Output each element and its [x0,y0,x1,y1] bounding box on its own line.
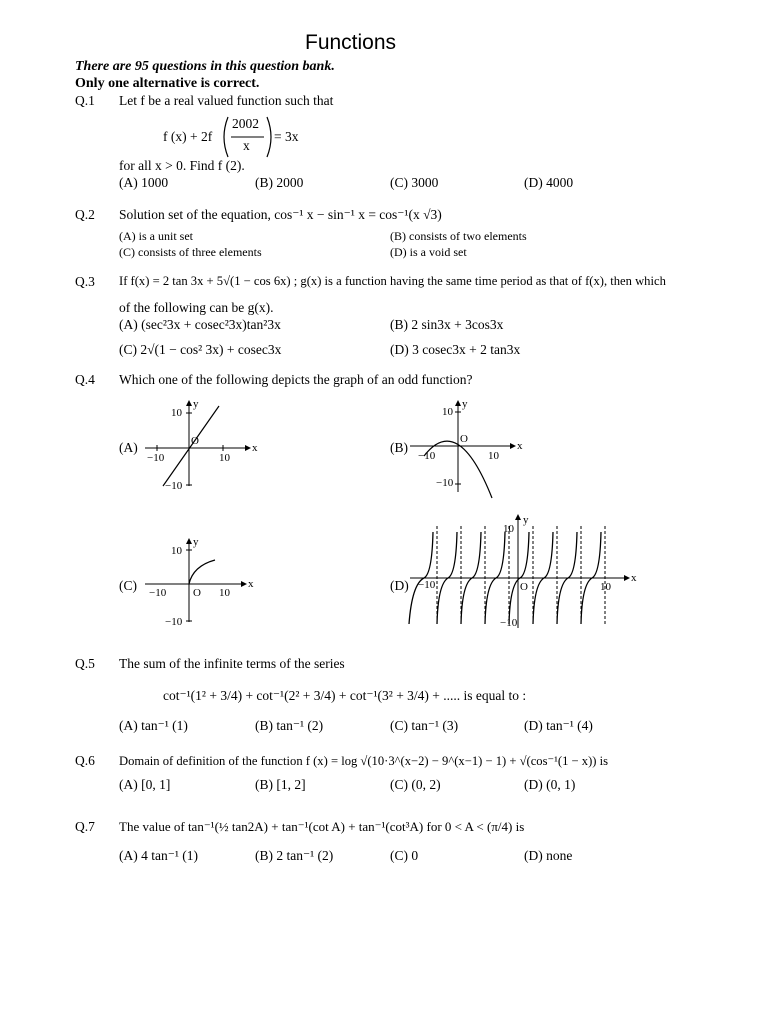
q1-option-b: (B) 2000 [255,175,304,190]
q1-text: Let f be a real valued function such that [119,93,334,108]
svg-text:x: x [252,442,258,454]
q6-text: Domain of definition of the function f (x) = log √(10·3^(x−2) − 9^(x−1) − 1) + √(cos⁻¹(1 − x)) is [119,754,609,768]
svg-text:y: y [462,398,468,410]
q1-text-2: for all x > 0. Find f (2). [119,158,245,173]
q6-option-b: (B) [1, 2] [255,777,306,792]
svg-text:O: O [520,581,528,593]
page-title: Functions [305,31,397,54]
q1-option-c: (C) 3000 [390,175,439,190]
svg-text:O: O [193,587,201,599]
q3-option-a: (A) (sec²3x + cosec²3x)tan²3x [119,317,281,332]
q6-option-d: (D) (0, 1) [524,777,576,792]
q1-option-a: (A) 1000 [119,175,169,190]
graph-b-label: (B) [390,440,408,455]
q7-option-d: (D) none [524,848,573,863]
q1-eq-numerator: 2002 [232,116,259,131]
q5-text: The sum of the infinite terms of the series [119,656,345,671]
q1-number: Q.1 [75,93,95,108]
svg-text:10: 10 [219,587,230,599]
q3-option-d: (D) 3 cosec3x + 2 tan3x [390,342,521,357]
q1-eq-lhs: f (x) + 2f [163,129,213,144]
svg-text:−10: −10 [165,616,183,628]
q7-text: The value of tan⁻¹(½ tan2A) + tan⁻¹(cot A) + tan⁻¹(cot³A) for 0 < A < (π/4) is [119,819,525,834]
q7-option-c: (C) 0 [390,848,419,863]
intro-line-2: Only one alternative is correct. [75,76,260,91]
q5-option-c: (C) tan⁻¹ (3) [390,718,459,733]
graph-d-label: (D) [390,578,409,593]
q3-text-2: of the following can be g(x). [119,300,274,315]
q5-option-b: (B) tan⁻¹ (2) [255,718,324,733]
q1-option-d: (D) 4000 [524,175,574,190]
q5-option-a: (A) tan⁻¹ (1) [119,718,188,733]
q2-number: Q.2 [75,207,95,222]
svg-text:−10: −10 [500,617,518,629]
svg-text:y: y [523,514,529,526]
svg-text:O: O [191,435,199,447]
svg-text:x: x [517,440,523,452]
svg-text:x: x [631,572,637,584]
svg-text:O: O [460,433,468,445]
svg-text:10: 10 [503,523,514,535]
svg-text:y: y [193,398,199,410]
svg-text:10: 10 [171,545,182,557]
q3-option-b: (B) 2 sin3x + 3cos3x [390,317,504,332]
svg-text:10: 10 [219,452,230,464]
q4-number: Q.4 [75,372,95,387]
svg-text:10: 10 [488,450,499,462]
intro-line-1: There are 95 questions in this question bank. [75,59,335,74]
q7-option-b: (B) 2 tan⁻¹ (2) [255,848,334,863]
q4-text: Which one of the following depicts the graph of an odd function? [119,372,473,387]
q3-option-c: (C) 2√(1 − cos² 3x) + cosec3x [119,342,282,357]
q6-option-a: (A) [0, 1] [119,777,171,792]
q2-option-c: (C) consists of three elements [119,245,262,259]
q2-option-b: (B) consists of two elements [390,229,527,243]
q2-option-d: (D) is a void set [390,245,467,259]
svg-text:−10: −10 [149,587,167,599]
svg-text:10: 10 [171,407,182,419]
q1-eq-rhs: = 3x [274,129,299,144]
q6-option-c: (C) (0, 2) [390,777,441,792]
q5-option-d: (D) tan⁻¹ (4) [524,718,593,733]
q1-eq-denominator: x [243,138,250,153]
svg-text:10: 10 [600,581,611,593]
q7-number: Q.7 [75,819,95,834]
q3-number: Q.3 [75,274,95,289]
graph-c-sqrt-curve [145,538,265,638]
graph-b-parabola [410,400,540,500]
svg-text:−10: −10 [436,477,454,489]
svg-text:x: x [248,578,254,590]
svg-text:10: 10 [442,406,453,418]
q3-text: If f(x) = 2 tan 3x + 5√(1 − cos 6x) ; g(x) is a function having the same time period as that of f(x), then which [119,274,666,288]
svg-text:−10: −10 [147,452,165,464]
svg-text:−10: −10 [418,450,436,462]
q6-number: Q.6 [75,753,95,768]
graph-a-odd-line [145,400,265,500]
q5-number: Q.5 [75,656,95,671]
q2-option-a: (A) is a unit set [119,229,193,243]
svg-text:y: y [193,536,199,548]
svg-text:−10: −10 [418,579,436,591]
q2-text: Solution set of the equation, cos⁻¹ x − sin⁻¹ x = cos⁻¹(x √3) [119,207,442,222]
q7-option-a: (A) 4 tan⁻¹ (1) [119,848,199,863]
graph-d-tangent-curve [410,514,650,634]
q5-equation: cot⁻¹(1² + 3/4) + cot⁻¹(2² + 3/4) + cot⁻¹(3² + 3/4) + ..... is equal to : [163,688,527,703]
graph-c-label: (C) [119,578,137,593]
svg-text:−10: −10 [165,480,183,492]
graph-a-label: (A) [119,440,138,455]
